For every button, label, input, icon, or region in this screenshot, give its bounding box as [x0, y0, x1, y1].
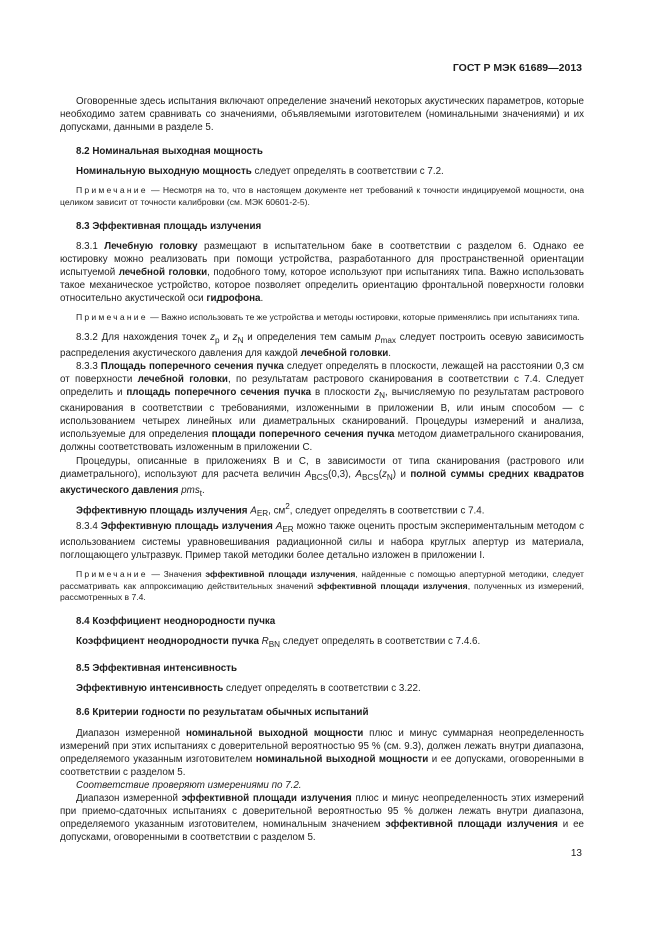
intro-paragraph: Оговоренные здесь испытания включают определение значений некоторых акустических параметров, которые необходимо затем сравнивать со значениями, объявляемыми изготовителем (номинальными значениями) и их допусками, данными в разделе 5. [60, 96, 584, 134]
section-8-5-paragraph: Эффективную интенсивность следует определять в соответствии с 3.22. [76, 683, 421, 695]
section-8-6-paragraph-2: Диапазон измеренной эффективной площади излучения плюс и минус неопределенность этих измерений при приемо-сдаточных испытаниях с доверительной вероятностью 95 % должен лежать внутри диапазона, определяемого указанным изготовителем, номинальным значением эффективной площади излучения и ее допусками, оговоренными в соответствии с разделом 5. [60, 792, 584, 844]
note-8-3-4: Примечание — Значения эффективной площади излучения, найденные с помощью апертурной методики, следует рассматривать как аппроксимацию действительных значений эффективной площади излучения, полученных из измерений, рассмотренных в 7.4. [60, 569, 585, 603]
page-number: 13 [570, 848, 582, 859]
section-8-6-paragraph-1: Диапазон измеренной номинальной выходной мощности плюс и минус суммарная неопределенность измерений при этих испытаниях с доверительной вероятностью 95 % (см. 9.3), должен лежать внутри диапазона, определяемого указанным изготовителем номинальной выходной мощности и ее допусками, оговоренными в соответствии с разделом 5. [60, 727, 584, 778]
term: Номинальную выходную мощность [76, 166, 252, 178]
note-8-3-1: Примечание — Важно использовать те же устройства и методы юстировки, которые применялись при испытаниях типа. [76, 312, 580, 323]
section-8-5-heading: 8.5 Эффективная интенсивность [76, 663, 237, 675]
note-label: Примечание [76, 312, 148, 323]
note-label: Примечание [76, 185, 148, 196]
paragraph-8-3-2: 8.3.2 Для нахождения точек $z_p$ и $z_N$ и определения тем самым $p_{max}$ следует построить осевую зависимость распределения акустического давления для каждой лечебной головки. [60, 331, 584, 359]
paragraph-effective-area: Эффективную площадь излучения $A_{ER}$, $см^2$, следует определять в соответствии с 7.4. [76, 501, 485, 518]
paragraph-procedures: Процедуры, описанные в приложениях В и С, в зависимости от типа сканирования (растрового или диаметрального), используют для расчета величин $A_{BCS}(0,3)$, $A_{BCS}(z_N)$ и полной суммы средних квадратов акустического давления pms$_t$. [60, 455, 584, 498]
compliance-statement: Соответствие проверяют измерениями по 7.2. [76, 779, 302, 791]
paragraph-8-3-1: 8.3.1 Лечебную головку размещают в испытательном баке в соответствии с разделом 6. Однако ее юстировку можно реализовать при помощи устройства, разработанного для пространственной ориентации испытуемой лечебной головки, подобного тому, которое используют при испытаниях типа. Важно использовать такое механическое устройство, которое позволяет определить ориентацию фронтальной поверхности головки относительно акустической оси гидрофона. [60, 240, 585, 305]
page-content [60, 95, 584, 844]
section-8-3-heading: 8.3 Эффективная площадь излучения [76, 220, 262, 232]
note-label: Примечание [76, 569, 148, 580]
note-8-2: Примечание — Несмотря на то, что в настоящем документе нет требований к точности индицируемой мощности, она целиком зависит от точности калибровки (см. МЭК 60601-2-5). [60, 185, 584, 208]
paragraph-8-3-4: 8.3.4 Эффективную площадь излучения $A_{ER}$ можно также оценить простым экспериментальным методом с использованием системы уравновешивания радиационной силы и набора круглых апертур из материала, поглощающего ультразвук. Пример такой методики более детально изложен в приложении I. [60, 521, 584, 562]
section-8-4-heading: 8.4 Коэффициент неоднородности пучка [76, 616, 276, 628]
section-8-6-heading: 8.6 Критерии годности по результатам обычных испытаний [76, 707, 369, 719]
section-8-4-paragraph: Коэффициент неоднородности пучка $R_{BN}$ следует определять в соответствии с 7.4.6. [76, 636, 481, 650]
section-8-2-paragraph: Номинальную выходную мощность следует определять в соответствии с 7.2. [76, 166, 444, 178]
standard-header: ГОСТ Р МЭК 61689—2013 [452, 62, 582, 74]
section-8-2-heading: 8.2 Номинальная выходная мощность [76, 146, 263, 158]
paragraph-8-3-3: 8.3.3 Площадь поперечного сечения пучка следует определять в плоскости, лежащей на расстоянии 0,3 см от поверхности лечебной головки, по результатам растрового сканирования в соответствии с 7.4. Следует определить и площадь поперечного сечения пучка в плоскости $z_N$, вычисляемую по результатам растрового сканирования в соответствии с требованиями, изложенными в приложении В, или иным способом — с использованием четырех линейных или диаметральных сканирований. Процедуры измерений и анализа, используемые для определения площади поперечного сечения пучка методом диаметрального сканирования, должны соответствовать изложенным в приложении С. [60, 360, 585, 454]
